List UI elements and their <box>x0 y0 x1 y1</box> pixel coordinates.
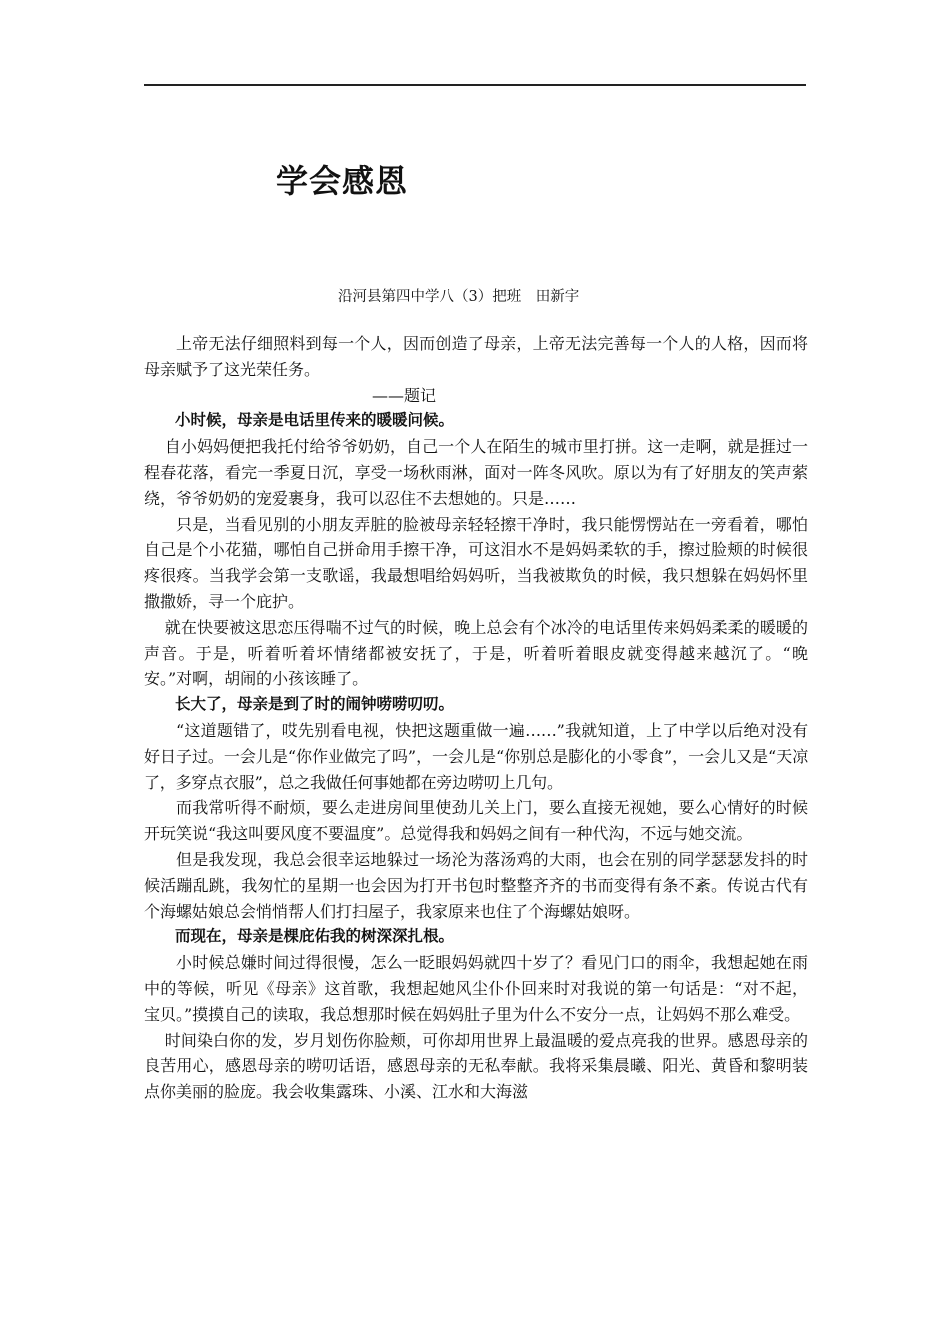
epigraph-signature: ——题记 <box>372 385 437 405</box>
paragraph: 只是，当看见别的小朋友弄脏的脸被母亲轻轻擦干净时，我只能愣愣站在一旁看着，哪怕自己是个小花猫，哪怕自己拼命用手擦干净，可这泪水不是妈妈柔软的手，擦过脸颊的时候很疼很疼。当我学会第一支歌谣，我最想唱给妈妈听，当我被欺负的时候，我只想躲在妈妈怀里撒撒娇，寻一个庇护。 <box>144 514 808 611</box>
paragraph: 但是我发现，我总会很幸运地躲过一场沦为落汤鸡的大雨，也会在别的同学瑟瑟发抖的时候活蹦乱跳，我匆忙的星期一也会因为打开书包时整整齐齐的书而变得有条不紊。传说古代有个海螺姑娘总会悄悄帮人们打扫屋子，我家原来也住了个海螺姑娘呀。 <box>144 849 808 921</box>
document-body <box>144 331 808 1105</box>
section-heading: 小时候，母亲是电话里传来的暖暖问候。 <box>175 411 455 430</box>
document-title: 学会感恩 <box>276 162 409 200</box>
paragraph: 小时候总嫌时间过得很慢，怎么一眨眼妈妈就四十岁了？看见门口的雨伞，我想起她在雨中的等候，听见《母亲》这首歌，我想起她风尘仆仆回来时对我说的第一句话是：“对不起，宝贝。”摸摸自己的读取，我总想那时候在妈妈肚子里为什么不安分一点，让妈妈不那么难受。 <box>144 953 808 1024</box>
section-heading: 而现在，母亲是棵庇佑我的树深深扎根。 <box>175 927 455 946</box>
section-heading: 长大了，母亲是到了时的闹钟唠唠叨叨。 <box>175 695 455 714</box>
paragraph: “这道题错了，哎先别看电视，快把这题重做一遍……”我就知道，上了中学以后绝对没有好日子过。一会儿是“你作业做完了吗”，一会儿是“你别总是膨化的小零食”，一会儿又是“天凉了，多穿点衣服”，总之我做任何事她都在旁边唠叨上几句。 <box>144 720 808 792</box>
header-rule <box>144 84 806 86</box>
author-line: 沿河县第四中学八（3）把班 田新宇 <box>338 289 580 305</box>
paragraph: 自小妈妈便把我托付给爷爷奶奶，自己一个人在陌生的城市里打拼。这一走啊，就是捱过一程春花落，看完一季夏日沉，享受一场秋雨淋，面对一阵冬风吹。原以为有了好朋友的笑声萦绕，爷爷奶奶的宠爱裹身，我可以忍住不去想她的。只是…… <box>144 437 808 508</box>
paragraph: 时间染白你的发，岁月划伤你脸颊，可你却用世界上最温暖的爱点亮我的世界。感恩母亲的良苦用心，感恩母亲的唠叨话语，感恩母亲的无私奉献。我将采集晨曦、阳光、黄昏和黎明装点你美丽的脸庞。我会收集露珠、小溪、江水和大海滋 <box>144 1030 808 1102</box>
epigraph: 上帝无法仔细照料到每一个人，因而创造了母亲，上帝无法完善每一个人的人格，因而将母亲赋予了这光荣任务。 <box>144 334 808 379</box>
paragraph: 而我常听得不耐烦，要么走进房间里使劲儿关上门，要么直接无视她，要么心情好的时候开玩笑说“我这叫要风度不要温度”。总觉得我和妈妈之间有一种代沟，不远与她交流。 <box>144 798 808 844</box>
paragraph: 就在快要被这思恋压得喘不过气的时候，晚上总会有个冰冷的电话里传来妈妈柔柔的暖暖的声音。于是，听着听着坏情绪都被安抚了，于是，听着听着眼皮就变得越来越沉了。“晚安。”对啊，胡闹的小孩该睡了。 <box>144 617 808 689</box>
